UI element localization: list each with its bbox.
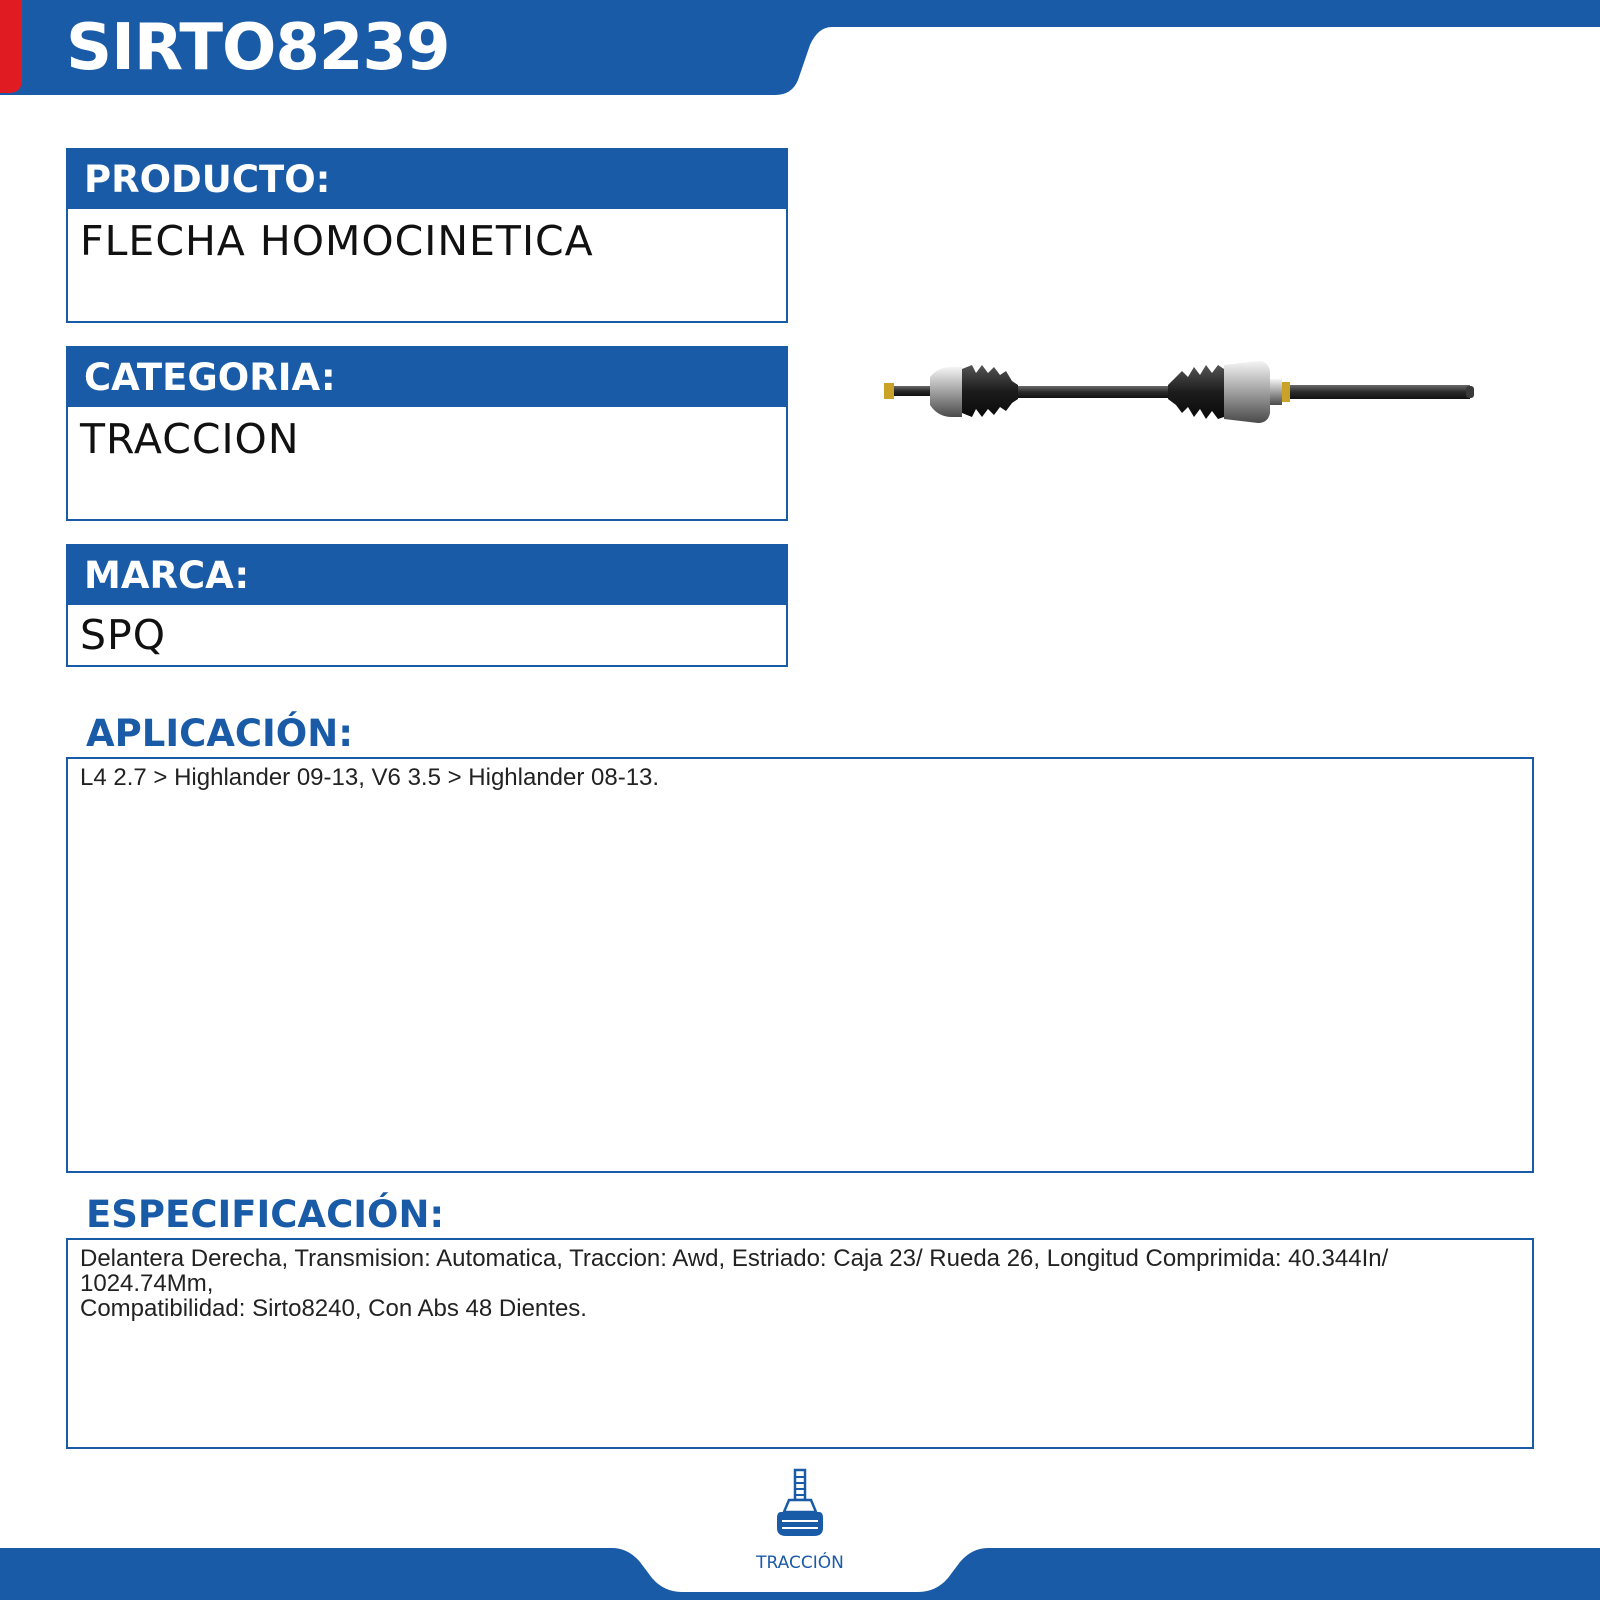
especificacion-title: ESPECIFICACIÓN: (86, 1193, 445, 1236)
especificacion-line-2: Compatibilidad: Sirto8240, Con Abs 48 Dientes. (80, 1295, 587, 1322)
aplicacion-box (66, 757, 1534, 1173)
cv-joint-icon (776, 1468, 824, 1540)
product-sku-title: SIRTO8239 (66, 11, 450, 85)
categoria-label: CATEGORIA: (66, 346, 788, 407)
producto-label: PRODUCTO: (66, 148, 788, 209)
categoria-block (66, 346, 788, 521)
categoria-value: TRACCION (66, 407, 788, 521)
marca-value: SPQ (66, 605, 788, 667)
especificacion-line-1: Delantera Derecha, Transmision: Automatica, Traccion: Awd, Estriado: Caja 23/ Rueda 26, Longitud Comprimida: 40.344In/ 1024.74Mm, (80, 1245, 1389, 1297)
producto-block (66, 148, 788, 323)
producto-value: FLECHA HOMOCINETICA (66, 209, 788, 323)
footer-traccion-label: TRACCIÓN (756, 1553, 844, 1573)
aplicacion-text: L4 2.7 > Highlander 09-13, V6 3.5 > Highlander 08-13. (80, 764, 660, 791)
marca-block (66, 544, 788, 667)
red-accent-stripe (0, 0, 22, 93)
especificacion-box (66, 1238, 1534, 1449)
aplicacion-title: APLICACIÓN: (86, 712, 354, 755)
cv-axle-shaft-image (880, 355, 1500, 430)
marca-label: MARCA: (66, 544, 788, 605)
